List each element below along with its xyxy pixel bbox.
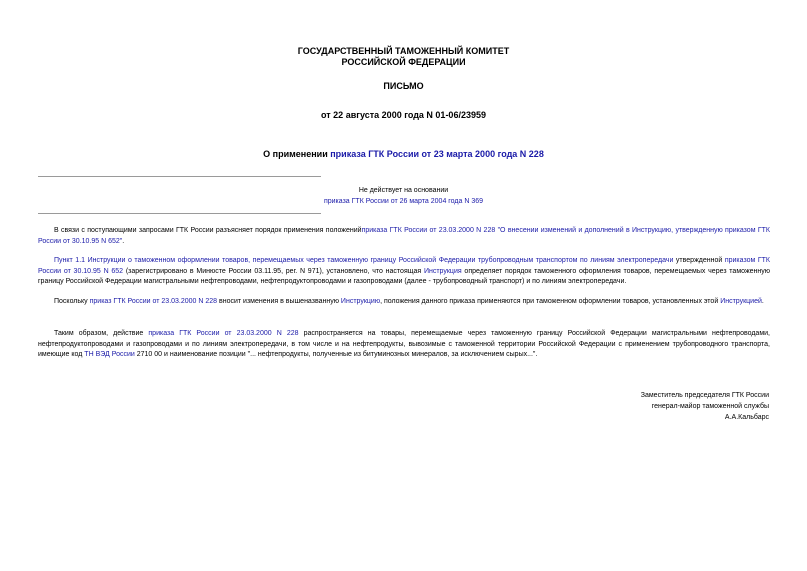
- paragraph-1: [38, 226, 770, 247]
- p2-text1: утвержденной: [673, 257, 725, 264]
- document-date-number: от 22 августа 2000 года N 01-06/23959: [321, 110, 486, 120]
- agency-name-line1: ГОСУДАРСТВЕННЫЙ ТАМОЖЕННЫЙ КОМИТЕТ: [297, 46, 510, 56]
- p2-text3: определяет порядок таможенного оформления товаров, перемещаемых через таможенную границу Российской Федерации магистральными нефтепроводами, нефтепродуктопроводами и газопроводами (далее - трубопроводный транспорт) и по линиям электропередачи.: [38, 267, 771, 286]
- p1-end: .: [122, 237, 125, 245]
- subject-order-link[interactable]: приказа ГТК России от 23 марта 2000 года N 228: [330, 149, 544, 159]
- notice-top-divider: [38, 176, 321, 177]
- p2-instruction-item-link[interactable]: Пункт 1.1 Инструкции о таможенном оформлении товаров, перемещаемых через таможенную границу Российской Федерации трубопроводным транспортом по линиям электропередачи: [54, 257, 674, 264]
- p1-text: В связи с поступающими запросами ГТК России разъясняет порядок применения положений: [54, 227, 362, 234]
- p3-end: .: [761, 298, 764, 305]
- notice-line1: Не действует на основании: [358, 187, 449, 194]
- notice-bottom-divider: [38, 213, 321, 214]
- p4-tnved-link[interactable]: ТН ВЭД России: [84, 351, 135, 359]
- document-type: ПИСЬМО: [383, 81, 424, 91]
- agency-name-line2: РОССИЙСКОЙ ФЕДЕРАЦИИ: [341, 57, 466, 67]
- p1-order-link[interactable]: приказа ГТК России от 23.03.2000 N 228 "О внесении изменений и дополнений в Инструкцию, утвержденную приказом ГТК России от 30.10.95 N 652": [38, 227, 770, 245]
- p4-text2: распространяется на товары, перемещаемые через таможенную границу Российской Федерации магистральными нефтепроводами, нефтепродуктопроводами и газопроводами и по линиям электропередачи, в том числе и на нефтепродукты, вывозимые с таможенной территории Российской Федерации с применением трубопроводного транспорта, имеющие код: [38, 330, 770, 359]
- p3-instruction-link[interactable]: Инструкцию: [340, 298, 381, 305]
- p4-text3: 2710 00 и наименование позиции "... нефтепродукты, полученные из битуминозных минералов, за исключением сырых...".: [134, 351, 538, 359]
- p4-text1: Таким образом, действие: [54, 330, 149, 337]
- paragraph-4: [38, 329, 770, 361]
- p3-text2: вносит изменения в вышеназванную: [217, 298, 341, 305]
- signature-position: Заместитель председателя ГТК России: [640, 392, 769, 399]
- p3-order-link[interactable]: приказ ГТК России от 23.03.2000 N 228: [89, 298, 218, 305]
- p4-order-link[interactable]: приказа ГТК России от 23.03.2000 N 228: [148, 330, 299, 337]
- paragraph-3: [38, 297, 770, 308]
- repeal-order-link[interactable]: приказа ГТК России от 26 марта 2004 года N 369: [323, 198, 484, 205]
- notice-line2: [0, 197, 807, 207]
- p3-instruction-link-2[interactable]: Инструкцией: [720, 298, 762, 305]
- p2-instruction-link[interactable]: Инструкция: [423, 267, 462, 275]
- signature-name: А.А.Кальбарс: [724, 414, 769, 421]
- paragraph-2: [38, 256, 770, 288]
- p2-text2: (зарегистрировано в Минюсте России 03.11.95, рег. N 971), установлено, что настоящая: [123, 267, 424, 275]
- subject-prefix: О применении: [263, 149, 331, 159]
- signature-rank: генерал-майор таможенной службы: [651, 403, 769, 410]
- p3-text3: , положения данного приказа применяются при таможенном оформлении товаров, установленных этой: [380, 298, 721, 305]
- document-subject: [0, 149, 807, 160]
- p3-text1: Поскольку: [54, 298, 90, 305]
- p2-order-link[interactable]: приказом ГТК России от 30.10.95 N 652: [38, 257, 770, 275]
